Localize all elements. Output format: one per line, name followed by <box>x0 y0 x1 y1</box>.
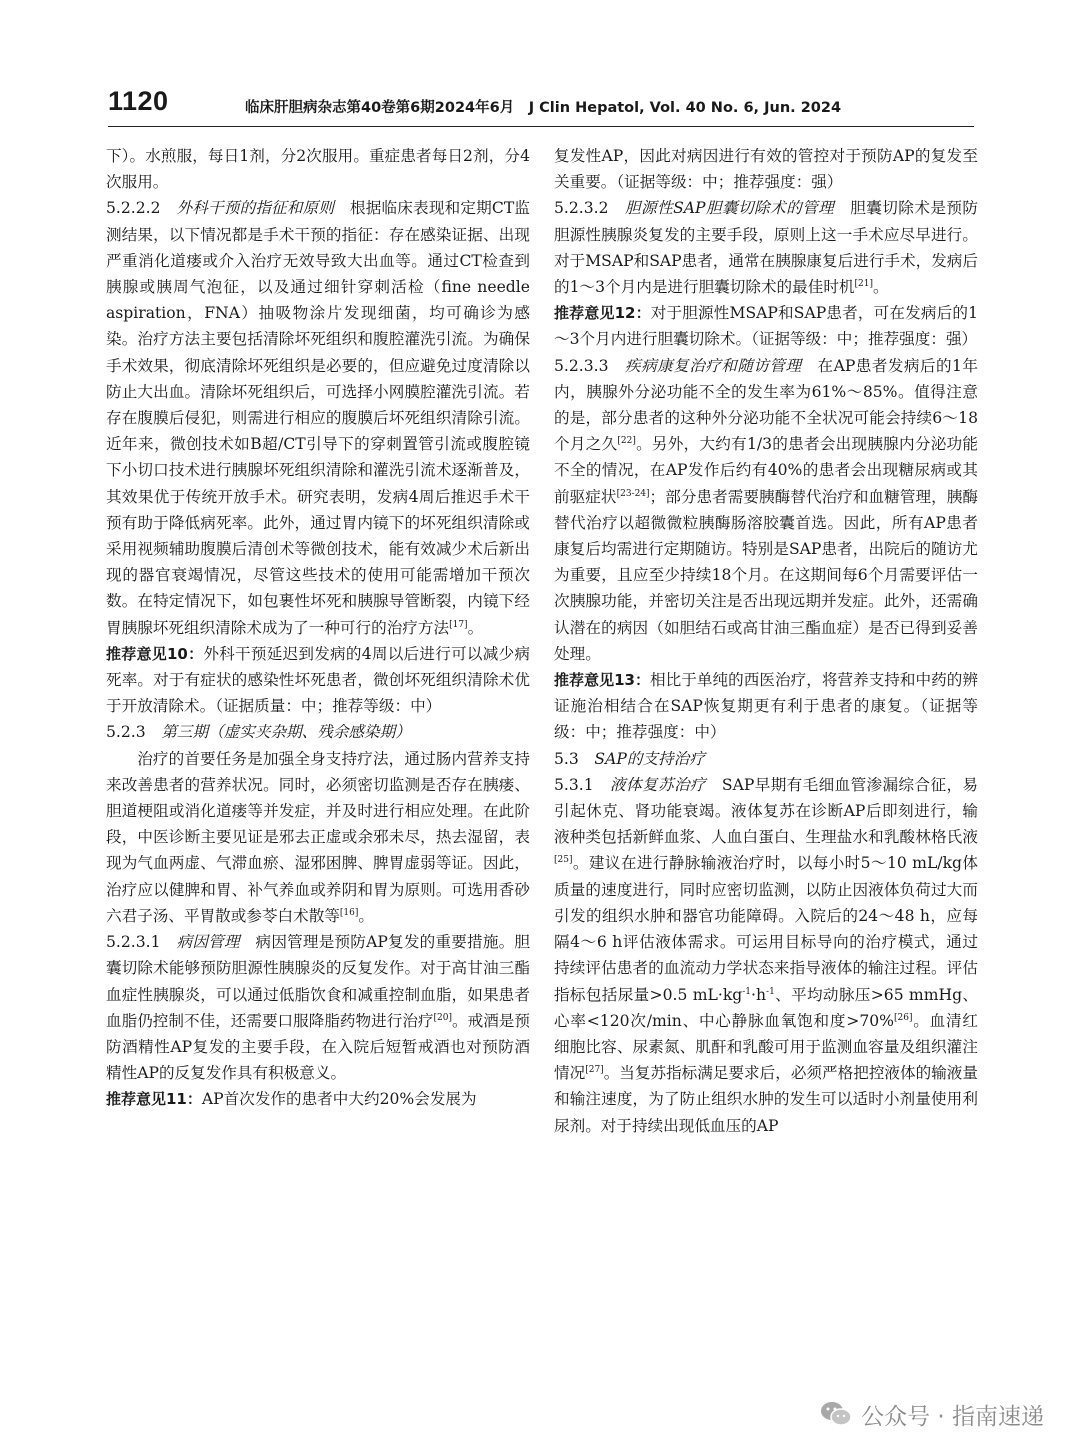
superscript: -1 <box>766 986 775 997</box>
section-number: 5.2.2.2 <box>106 199 177 218</box>
section-title: 第三期（虚实夹杂期、残余感染期） <box>161 723 411 742</box>
section-number: 5.2.3.2 <box>554 199 626 218</box>
recommendation-label: 推荐意见13： <box>554 671 651 690</box>
section-number: 5.3.1 <box>554 775 611 794</box>
citation: [16] <box>339 907 359 918</box>
section-5-2-3-3: 5.2.3.3 疾病康复治疗和随访管理 在AP患者发病后的1年内，胰腺外分泌功能不全的发生率为61%～85%。值得注意的是，部分患者的这种外分泌功能不全状况可能会持续6～18个月之久[22]。另外，大约有1/3的患者会出现胰腺内分泌功能不全的情况，在AP发作后约有40%的患者会出现糖尿病或其前驱症状[23-24]；部分患者需要胰酶替代治疗和血糖管理，胰酶替代治疗以超微微粒胰酶肠溶胶囊首选。因此，所有AP患者康复后均需进行定期随访。特别是SAP患者，出院后的随访尤为重要，且应至少持续18个月。在这期间每6个月需要评估一次胰腺功能，并密切关注是否出现远期并发症。此外，还需确认潜在的病因（如胆结石或高甘油三酯血症）是否已得到妥善处理。 <box>554 356 978 663</box>
page-header <box>108 86 974 127</box>
citation: [22] <box>617 436 636 447</box>
citation: [23-24] <box>616 488 650 499</box>
section-5-2-3 <box>106 719 530 745</box>
recommendation-13: 推荐意见13：相比于单纯的西医治疗，将营养支持和中药的辨证施治相结合在SAP恢复期更有利于患者的康复。（证据等级：中；推荐强度：中） <box>554 671 978 742</box>
recommendation-11: 推荐意见11：AP首次发作的患者中大约20%会发展为 <box>106 1090 477 1109</box>
recommendation-label: 推荐意见10： <box>106 644 204 663</box>
citation: [20] <box>433 1012 452 1023</box>
page-number: 1120 <box>108 86 169 116</box>
section-5-2-3-1: 5.2.3.1 病因管理 病因管理是预防AP复发的重要措施。胆囊切除术能够预防胆源性胰腺炎的反复发作。对于高甘油三酯血症性胰腺炎，可以通过低脂饮食和减重控制血脂，如果患者血脂仍控制不佳，还需要口服降脂药物进行治疗[20]。戒酒是预防酒精性AP复发的主要手段，在入院后短暂戒酒也对预防酒精性AP的反复发作具有积极意义。 <box>106 933 531 1083</box>
recommendation-12: 推荐意见12：对于胆源性MSAP和SAP患者，可在发病后的1～3个月内进行胆囊切除术。（证据等级：中；推荐强度：强） <box>554 304 979 349</box>
paragraph: 复发性AP，因此对病因进行有效的管控对于预防AP的复发至关重要。（证据等级：中；推荐强度：强） <box>554 147 978 192</box>
section-title: 病因管理 <box>176 933 240 952</box>
paragraph: 治疗的首要任务是加强全身支持疗法，通过肠内营养支持来改善患者的营养状况。同时，必须密切监测是否存在胰瘘、胆道梗阻或消化道瘘等并发症，并及时进行相应处理。在此阶段，中医诊断主要见证是邪去正虚或余邪未尽，热去湿留，表现为气血两虚、气滞血瘀、湿邪困脾、脾胃虚弱等证。因此，治疗应以健脾和胃、补气养血或养阴和胃为原则。可选用香砂六君子汤、平胃散或参苓白术散等[16]。 <box>106 749 530 925</box>
recommendation-label: 推荐意见12： <box>554 304 651 323</box>
recommendation-10: 推荐意见10：外科干预延迟到发病的4周以后进行可以减少病死率。对于有症状的感染性坏死患者，微创坏死组织清除术优于开放清除术。（证据质量：中；推荐等级：中） <box>106 644 531 716</box>
recommendation-label: 推荐意见11： <box>106 1090 202 1109</box>
section-5-2-3-2: 5.2.3.2 胆源性SAP胆囊切除术的管理 胆囊切除术是预防胆源性胰腺炎复发的主要手段，原则上这一手术应尽早进行。对于MSAP和SAP患者，通常在胰腺康复后进行手术，发病后的1～3个月内是进行胆囊切除术的最佳时机[21]。 <box>554 199 978 297</box>
section-number: 5.2.3.1 <box>106 933 177 952</box>
section-number: 5.2.3 <box>106 723 162 742</box>
section-title: 疾病康复治疗和随访管理 <box>625 356 802 375</box>
paragraph: 下）。水煎服，每日1剂，分2次服用。重症患者每日2剂，分4次服用。 <box>106 147 530 192</box>
section-title: 胆源性SAP胆囊切除术的管理 <box>625 199 835 218</box>
section-number: 5.2.3.3 <box>554 356 626 375</box>
section-5-2-2-2: 5.2.2.2 外科干预的指征和原则 根据临床表现和定期CT监测结果，以下情况都是手术干预的指征：存在感染证据、出现严重消化道瘘或介入治疗无效导致大出血等。通过CT检查到胰腺或胰周气泡征，以及通过细针穿刺活检（fine needle aspiration，FNA）抽吸物涂片发现细菌，均可确诊为感染。治疗方法主要包括清除坏死组织和腹腔灌洗引流。为确保手术效果，彻底清除坏死组织是必要的，但应避免过度清除以防止大出血。清除坏死组织后，可选择小网膜腔灌洗引流。若存在腹膜后侵犯，则需进行相应的腹膜后坏死组织清除引流。近年来，微创技术如B超/CT引导下的穿刺置管引流或腹腔镜下小切口技术进行胰腺坏死组织清除和灌洗引流术逐渐普及，其效果优于传统开放手术。研究表明，发病4周后推迟手术干预有助于降低病死率。此外，通过胃内镜下的坏死组织清除或采用视频辅助腹膜后清创术等微创技术，能有效减少术后新出现的器官衰竭情况，尽管这些技术的使用可能需增加干预次数。在特定情况下，如包裹性坏死和胰腺导管断裂，内镜下经胃胰腺坏死组织清除术成为了一种可行的治疗方法[17]。 <box>106 199 530 637</box>
section-5-3 <box>554 746 978 772</box>
wechat-icon <box>819 1399 853 1429</box>
section-title: 液体复苏治疗 <box>610 775 706 794</box>
watermark <box>819 1396 1044 1432</box>
citation: [17] <box>449 619 468 630</box>
section-number: 5.3 <box>554 749 595 768</box>
citation: [26] <box>894 1012 913 1023</box>
citation: [21] <box>854 279 874 290</box>
section-title: SAP的支持治疗 <box>594 749 705 768</box>
section-title: 外科干预的指征和原则 <box>176 199 335 218</box>
citation: [25] <box>554 855 573 866</box>
superscript: -1 <box>742 986 752 997</box>
citation: [27] <box>585 1065 604 1076</box>
right-column <box>554 143 978 1139</box>
left-column <box>106 143 530 1113</box>
watermark-text: 公众号 · 指南速递 <box>861 1403 1044 1430</box>
section-5-3-1: 5.3.1 液体复苏治疗 SAP早期有毛细血管渗漏综合征，易引起休克、肾功能衰竭。液体复苏在诊断AP后即刻进行，输液种类包括新鲜血浆、人血白蛋白、生理盐水和乳酸林格氏液[25]。建议在进行静脉输液治疗时，以每小时5～10 mL/kg体质量的速度进行，同时应密切监测，以防止因液体负荷过大而引发的组织水肿和器官功能障碍。入院后的24～48 h，应每隔4～6 h评估液体需求。可运用目标导向的治疗模式，通过持续评估患者的血流动力学状态来指导液体的输注过程。评估指标包括尿量>0.5 $mL\cdot kg^{-1}\cdot h^{-1}$、平均动脉压>65 mmHg、心率<120次/min、中心静脉血氧饱和度>70%[26]。血清红细胞比容、尿素氮、肌酐和乳酸可用于监测血容量及组织灌注情况[27]。当复苏指标满足要求后，必须严格把控液体的输液量和输注速度，为了防止组织水肿的发生可以适时小剂量使用利尿剂。对于持续出现低血压的AP <box>554 775 979 1135</box>
journal-citation: 临床肝胆病杂志第40卷第6期2024年6月 J Clin Hepatol, Vol. 40 No. 6, Jun. 2024 <box>245 100 842 116</box>
